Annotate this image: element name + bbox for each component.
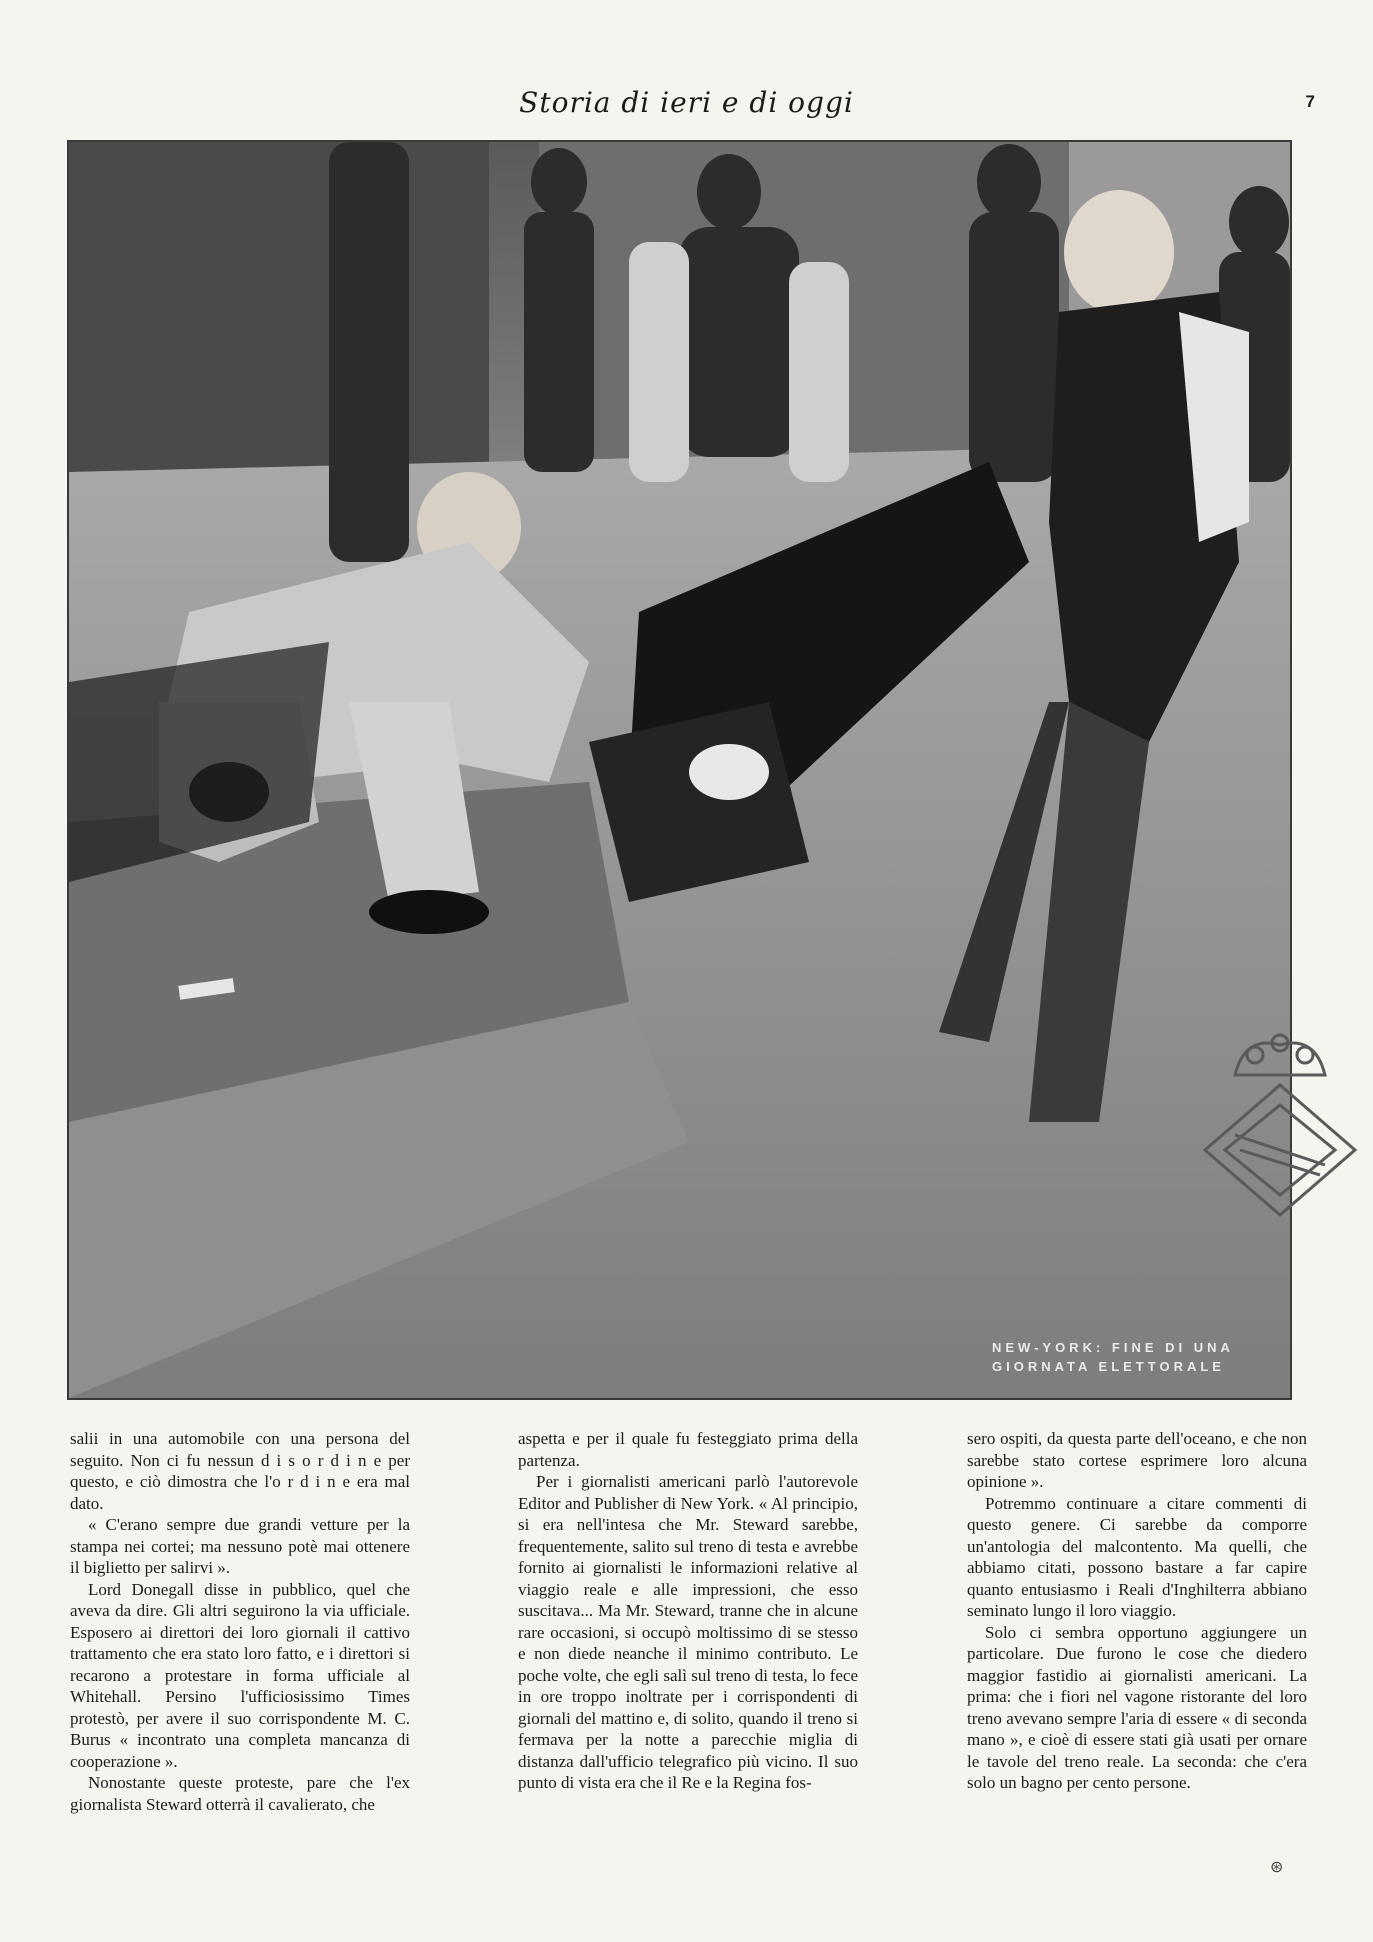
photo-caption <box>992 1338 1262 1376</box>
photograph-illustration <box>69 142 1290 1398</box>
photo-caption-line-1: NEW-YORK: FINE DI UNA <box>992 1340 1234 1355</box>
photo-caption-line-2: GIORNATA ELETTORALE <box>992 1359 1225 1374</box>
text-column-2 <box>518 1428 858 1794</box>
text-column-3 <box>967 1428 1307 1794</box>
street-photograph <box>67 140 1292 1400</box>
paragraph: Per i giornalisti americani parlò l'autorevole Editor and Publisher di New York. « Al principio, si era nell'intesa che Mr. Steward sarebbe, frequentemente, salito sul treno di testa e avrebbe fornito ai giornalisti le informazioni relative al viaggio reale e alle impressioni, che esso suscitava... Ma Mr. Steward, tranne che in alcune rare occasioni, si occupò moltissimo di se stesso e non diede neanche il minimo contributo. Le poche volte, che egli salì sul treno di testa, lo fece in ore troppo inoltrate per i corrispondenti di giornali del mattino e, di solito, quando il treno si fermava per la notte a parecchie miglia di distanza dall'ufficio telegrafico più vicino. Il suo punto di vista era che il Re e la Regina fos- <box>518 1472 858 1792</box>
paragraph: « C'erano sempre due grandi vetture per la stampa nei cortei; ma nessuno potè mai ottenere il biglietto per salirvi ». <box>70 1515 410 1577</box>
paragraph: sero ospiti, da questa parte dell'oceano, e che non sarebbe stato cortese esprimere loro alcuna opinione ». <box>967 1429 1307 1491</box>
footer-ornament-icon: ⊛ <box>1270 1857 1284 1876</box>
paragraph: aspetta e per il quale fu festeggiato prima della partenza. <box>518 1429 858 1470</box>
paragraph: salii in una automobile con una persona del seguito. Non ci fu nessun d i s o r d i n e per questo, e ciò dimostra che l'o r d i n e era mal dato. <box>70 1429 410 1513</box>
paragraph: Potremmo continuare a citare commenti di questo genere. Ci sarebbe da comporre un'antologia del malcontento. Ma quelli, che abbiamo citati, possono bastare a far capire quanto entusiasmo i Reali d'Inghilterra abbiano seminato lungo il loro viaggio. <box>967 1493 1307 1620</box>
text-column-1 <box>70 1428 410 1815</box>
paragraph: Nonostante queste proteste, pare che l'ex giornalista Steward otterrà il cavalierato, che <box>70 1773 410 1814</box>
page-header-title: Storia di ieri e di oggi <box>519 86 854 119</box>
paragraph: Lord Donegall disse in pubblico, quel che aveva da dire. Gli altri seguirono la via ufficiale. Esposero ai direttori dei loro giornali il cattivo trattamento che era stato loro fatto, e i direttori si recarono a protestare in forma ufficiale al Whitehall. Persino l'ufficiosissimo Times protestò, per avere il suo corrispondente M. C. Burus « incontrato una completa mancanza di cooperazione ». <box>70 1579 410 1771</box>
paragraph: Solo ci sembra opportuno aggiungere un particolare. Due furono le cose che diedero maggior fastidio ai giornalisti americani. La prima: che i fiori nel vagone ristorante del loro treno avevano sempre l'aria di essere « di seconda mano », e cioè di essere stati già usati per ornare le tavole del treno reale. La seconda: che c'era solo un bagno per cento persone. <box>967 1622 1307 1792</box>
page-number: 7 <box>1305 92 1315 111</box>
library-stamp-seal <box>1195 1015 1365 1255</box>
